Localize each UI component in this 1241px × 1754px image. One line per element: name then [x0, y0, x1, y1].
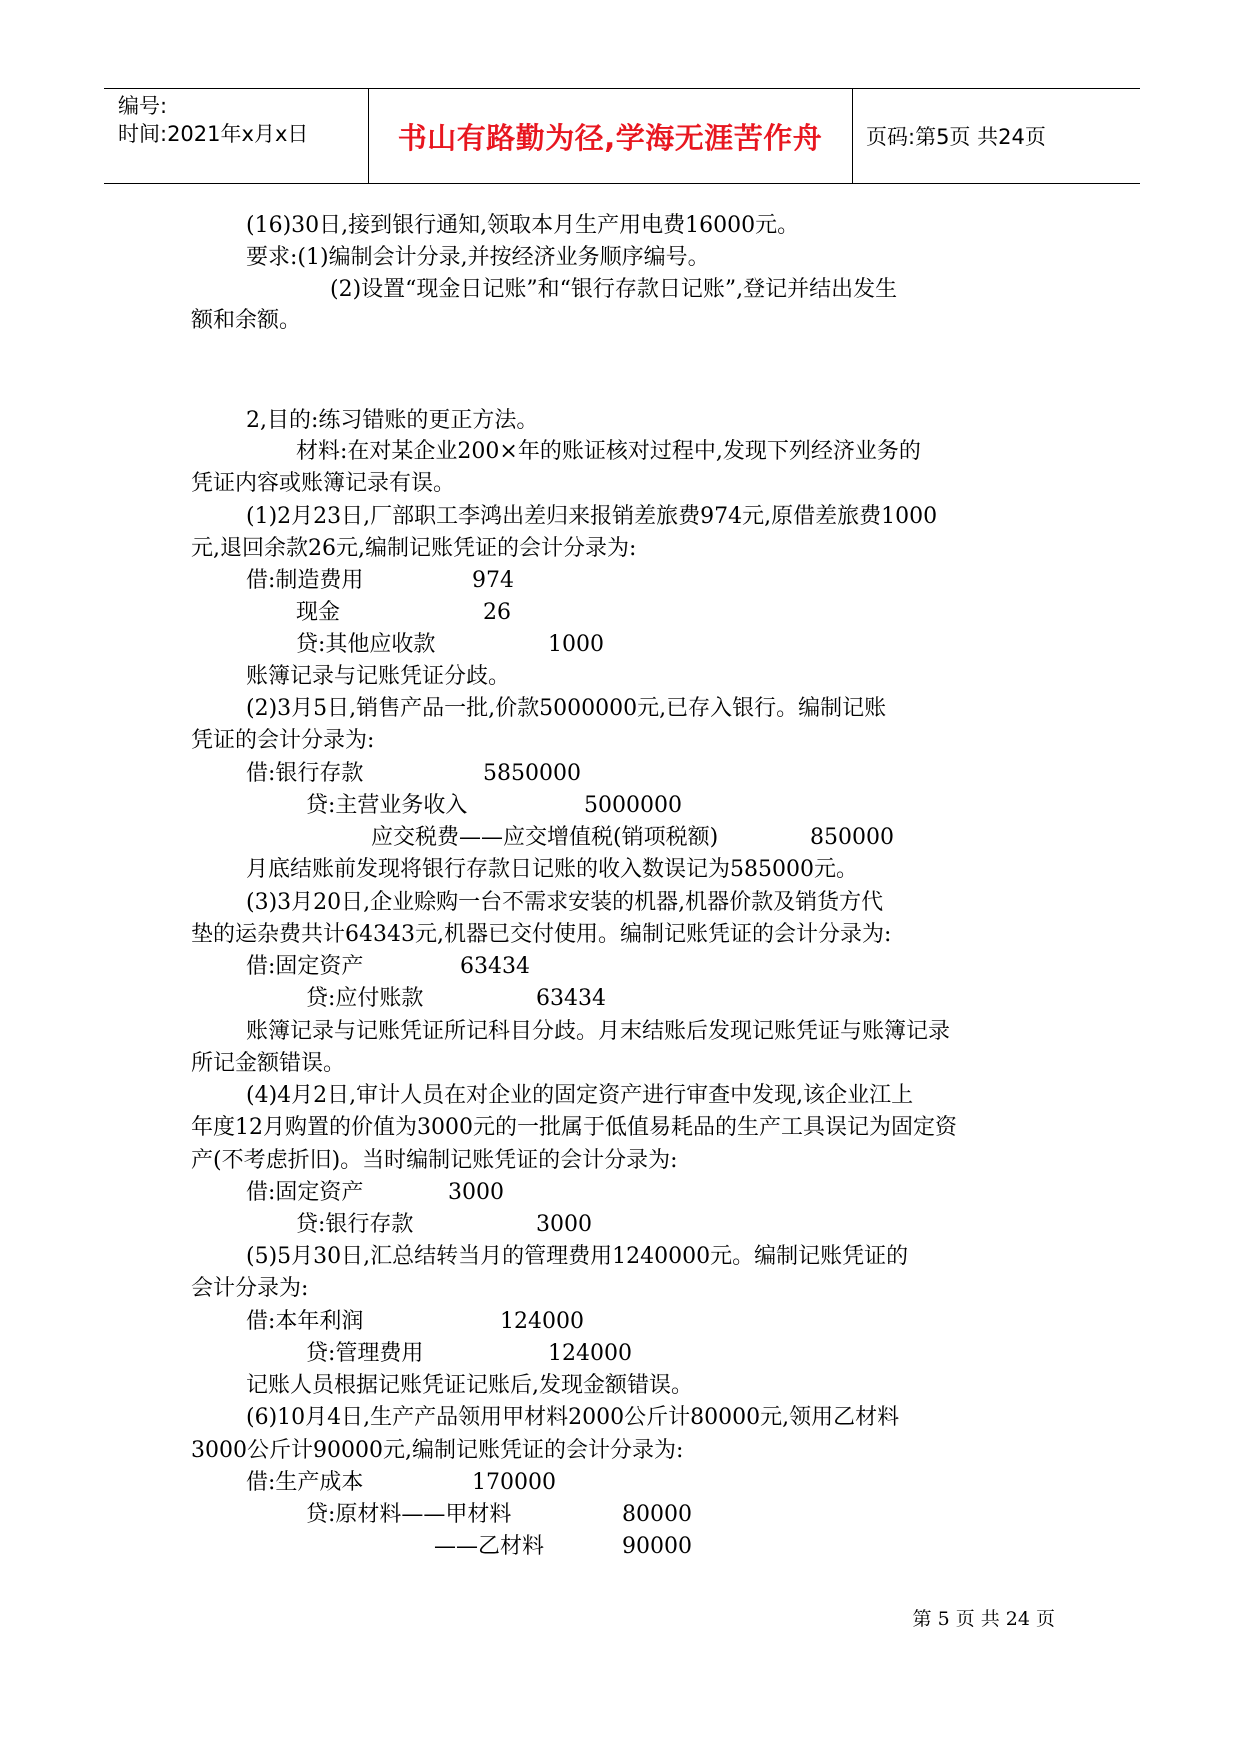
- journal-entry-account: ——乙材料: [434, 1534, 545, 1559]
- text-line: 年度12月购置的价值为3000元的一批属于低值易耗品的生产工具误记为固定资: [191, 1115, 957, 1140]
- text-line: 账簿记录与记账凭证分歧。: [246, 664, 511, 689]
- text-line: 3000公斤计90000元,编制记账凭证的会计分录为:: [191, 1438, 684, 1463]
- journal-entry-amount: 63434: [460, 954, 530, 979]
- journal-entry-account: 贷:其他应收款: [296, 632, 436, 657]
- text-line: 额和余额。: [191, 308, 302, 333]
- journal-entry-account: 贷:银行存款: [296, 1212, 414, 1237]
- header-page-label: 页码:第5页 共24页: [866, 125, 1046, 149]
- document-number-label: 编号:: [118, 94, 168, 118]
- journal-entry-account: 借:本年利润: [246, 1309, 364, 1334]
- page-header: [104, 88, 1140, 184]
- text-line: 月底结账前发现将银行存款日记账的收入数误记为585000元。: [246, 857, 858, 882]
- journal-entry-account: 贷:原材料——甲材料: [306, 1502, 512, 1527]
- journal-entry-account: 贷:主营业务收入: [306, 793, 468, 818]
- journal-entry-account: 贷:管理费用: [306, 1341, 424, 1366]
- journal-entry-amount: 3000: [536, 1212, 592, 1237]
- journal-entry-amount: 124000: [548, 1341, 632, 1366]
- journal-entry-amount: 80000: [622, 1502, 692, 1527]
- journal-entry-amount: 63434: [536, 986, 606, 1011]
- text-line: 会计分录为:: [191, 1276, 309, 1301]
- page-footer: 第 5 页 共 24 页: [912, 1608, 1055, 1630]
- text-line: 凭证的会计分录为:: [191, 728, 375, 753]
- journal-entry-account: 借:银行存款: [246, 761, 364, 786]
- journal-entry-account: 借:生产成本: [246, 1470, 364, 1495]
- text-line: (2)设置“现金日记账”和“银行存款日记账”,登记并结出发生: [330, 277, 898, 302]
- header-meta: [118, 92, 368, 148]
- journal-entry-amount: 3000: [448, 1180, 504, 1205]
- journal-entry-amount: 26: [483, 600, 511, 625]
- text-line: 2,目的:练习错账的更正方法。: [246, 408, 539, 433]
- text-line: (5)5月30日,汇总结转当月的管理费用1240000元。编制记账凭证的: [246, 1244, 909, 1269]
- journal-entry-amount: 124000: [500, 1309, 584, 1334]
- text-line: 所记金额错误。: [191, 1051, 346, 1076]
- journal-entry-account: 借:制造费用: [246, 568, 364, 593]
- document-time-label: 时间:2021年x月x日: [118, 122, 309, 146]
- journal-entry-account: 应交税费——应交增值税(销项税额): [371, 825, 719, 850]
- journal-entry-amount: 850000: [810, 825, 894, 850]
- header-motto: 书山有路勤为径,学海无涯苦作舟: [397, 120, 823, 155]
- journal-entry-amount: 170000: [472, 1470, 556, 1495]
- journal-entry-account: 现金: [296, 600, 341, 625]
- text-line: (6)10月4日,生产产品领用甲材料2000公斤计80000元,领用乙材料: [246, 1405, 900, 1430]
- text-line: 材料:在对某企业200×年的账证核对过程中,发现下列经济业务的: [296, 439, 921, 464]
- journal-entry-amount: 5850000: [483, 761, 581, 786]
- text-line: 元,退回余款26元,编制记账凭证的会计分录为:: [191, 536, 637, 561]
- text-line: 记账人员根据记账凭证记账后,发现金额错误。: [246, 1373, 693, 1398]
- journal-entry-account: 贷:应付账款: [306, 986, 424, 1011]
- journal-entry-amount: 90000: [622, 1534, 692, 1559]
- text-line: (16)30日,接到银行通知,领取本月生产用电费16000元。: [246, 213, 800, 238]
- journal-entry-amount: 5000000: [584, 793, 682, 818]
- journal-entry-amount: 1000: [548, 632, 604, 657]
- text-line: (2)3月5日,销售产品一批,价款5000000元,已存入银行。编制记账: [246, 696, 887, 721]
- text-line: 账簿记录与记账凭证所记科目分歧。月末结账后发现记账凭证与账簿记录: [246, 1019, 951, 1044]
- text-line: (3)3月20日,企业赊购一台不需求安装的机器,机器价款及销货方代: [246, 890, 884, 915]
- journal-entry-account: 借:固定资产: [246, 954, 364, 979]
- text-line: 凭证内容或账簿记录有误。: [191, 471, 456, 496]
- text-line: (4)4月2日,审计人员在对企业的固定资产进行审查中发现,该企业江上: [246, 1083, 914, 1108]
- text-line: 垫的运杂费共计64343元,机器已交付使用。编制记账凭证的会计分录为:: [191, 922, 892, 947]
- text-line: 要求:(1)编制会计分录,并按经济业务顺序编号。: [246, 245, 710, 270]
- header-divider: [852, 89, 853, 183]
- journal-entry-amount: 974: [472, 568, 514, 593]
- text-line: (1)2月23日,厂部职工李鸿出差归来报销差旅费974元,原借差旅费1000: [246, 504, 938, 529]
- text-line: 产(不考虑折旧)。当时编制记账凭证的会计分录为:: [191, 1148, 678, 1173]
- journal-entry-account: 借:固定资产: [246, 1180, 364, 1205]
